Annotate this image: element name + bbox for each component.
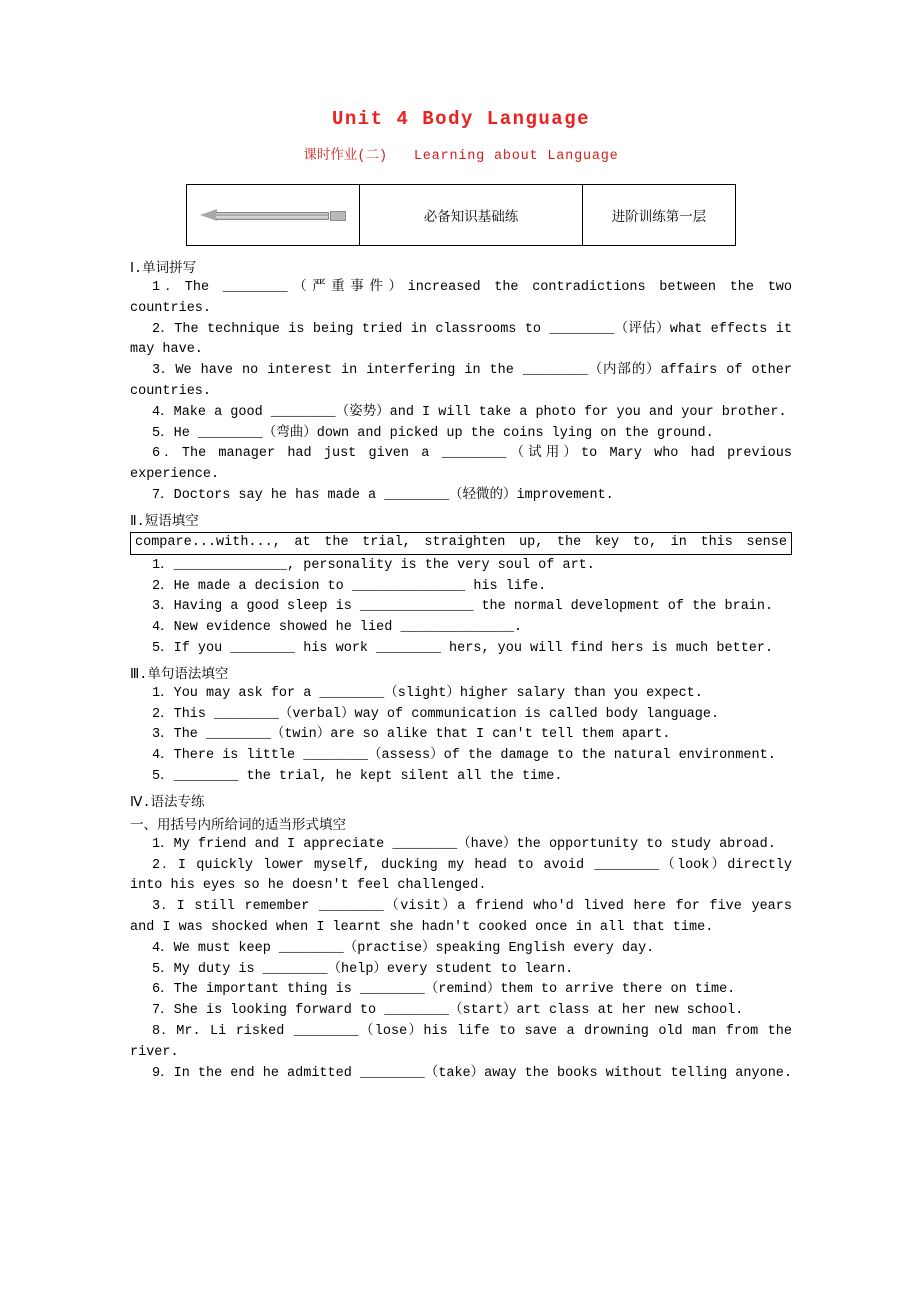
exercise-item: 3．The ________（twin）are so alike that I can't tell them apart.: [152, 727, 671, 743]
exercise-item: 4．We must keep ________（practise）speaking English every day.: [152, 940, 655, 956]
section-banner: [186, 184, 736, 246]
exercise-item: 5．If you ________ his work ________ hers, you will find hers is much better.: [152, 640, 774, 656]
exercise-item: 2．He made a decision to ______________ his life.: [152, 578, 547, 594]
section-heading-4: Ⅳ.语法专练: [130, 795, 205, 811]
exercise-item: 6．The important thing is ________（remind）them to arrive there on time.: [152, 982, 736, 998]
page-subtitle-cn: 课时作业(二): [303, 149, 388, 164]
exercise-item: 1．______________, personality is the very soul of art.: [152, 557, 595, 573]
exercise-item: 4．Make a good ________（姿势）and I will take a photo for you and your brother.: [152, 404, 787, 420]
exercise-item: 5．My duty is ________（help）every student to learn.: [152, 961, 574, 977]
exercise-item: 2．This ________（verbal）way of communication is called body language.: [152, 706, 720, 722]
exercise-item: 7．She is looking forward to ________（start）art class at her new school.: [152, 1003, 744, 1019]
word-bank-text: compare...with..., at the trial, straighten up, the key to, in this sense: [135, 534, 787, 550]
exercise-item: 8．Mr. Li risked ________（lose）his life to save a drowning old man from the river.: [130, 1023, 792, 1060]
exercise-item: 2．The technique is being tried in classrooms to ________（评估）what effects it may have.: [130, 321, 792, 358]
section-heading-3: Ⅲ.单句语法填空: [130, 667, 229, 683]
exercise-item: 7．Doctors say he has made a ________（轻微的）improvement.: [152, 487, 614, 503]
exercise-item: 6．The manager had just given a ________（试用）to Mary who had previous experience.: [130, 446, 792, 483]
exercise-item: 5．He ________（弯曲）down and picked up the coins lying on the ground.: [152, 425, 714, 441]
exercise-item: 4．There is little ________（assess）of the damage to the natural environment.: [152, 748, 776, 764]
banner-middle-label: 必备知识基础练: [360, 185, 583, 246]
page-subtitle-en: Learning about Language: [413, 149, 619, 164]
pencil-icon: [198, 209, 348, 221]
exercise-item: 1．My friend and I appreciate ________（have）the opportunity to study abroad.: [152, 836, 776, 852]
exercise-item: 3．We have no interest in interfering in the ________（内部的）affairs of other countries.: [130, 363, 792, 399]
word-bank: [130, 532, 792, 555]
exercise-item: 1．You may ask for a ________（slight）higher salary than you expect.: [152, 685, 703, 701]
exercise-item: 5．________ the trial, he kept silent all the time.: [152, 768, 563, 784]
exercise-item: 3．I still remember ________（visit）a friend who'd lived here for five years and I was shocked when I learnt she hadn't cooked once in all that time.: [130, 899, 792, 935]
section-heading-1: Ⅰ.单词拼写: [130, 262, 197, 277]
section-subheading-4: 一、用括号内所给词的适当形式填空: [130, 818, 346, 834]
exercise-item: 4．New evidence showed he lied ______________.: [152, 620, 522, 636]
banner-row: [187, 185, 736, 246]
page-subtitle: [130, 143, 792, 164]
exercise-item: 2．I quickly lower myself, ducking my head to avoid ________（look）directly into his eyes so he doesn't feel challenged.: [130, 857, 792, 894]
page-title: Unit 4 Body Language: [331, 108, 591, 130]
section-heading-2: Ⅱ.短语填空: [130, 514, 199, 530]
exercise-item: 9．In the end he admitted ________（take）away the books without telling anyone.: [152, 1065, 792, 1081]
exercise-item: 3．Having a good sleep is ______________ the normal development of the brain.: [152, 599, 774, 615]
banner-icon-cell: [187, 185, 360, 246]
exercise-item: 1．The ________（严重事件）increased the contradictions between the two countries.: [130, 280, 792, 316]
banner-right-label: 进阶训练第一层: [583, 185, 736, 246]
document-body: [130, 108, 792, 1084]
